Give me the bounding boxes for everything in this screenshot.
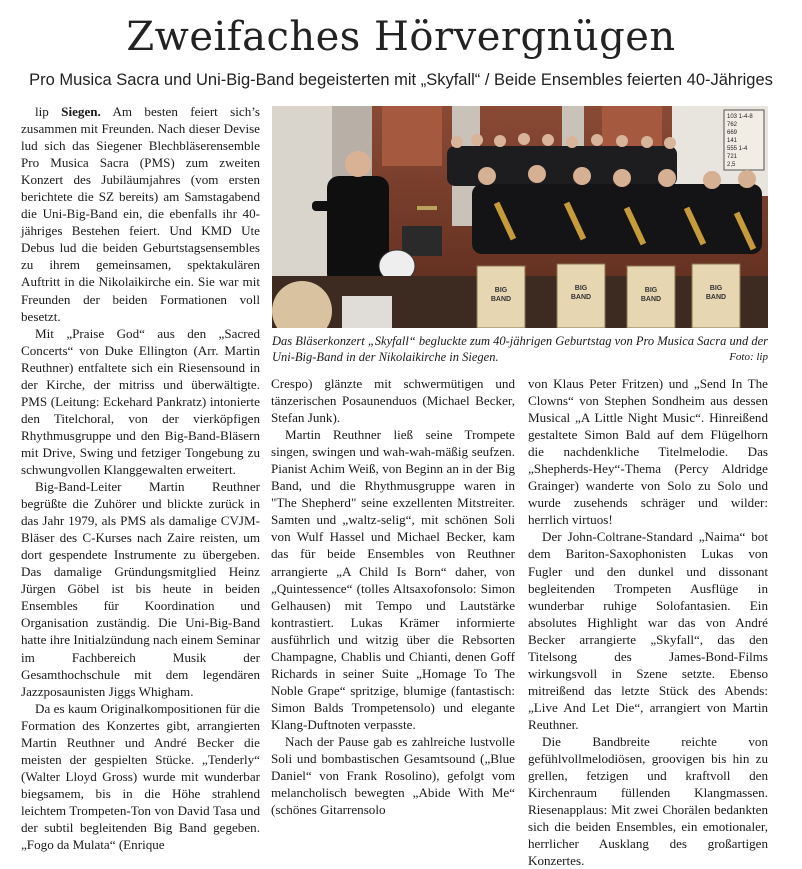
article-column-2 <box>271 375 515 818</box>
lead-paragraph <box>21 103 260 325</box>
hymn-number: 2,5 <box>727 162 736 168</box>
paragraph: Da es kaum Originalkompositionen für die Formation des Konzertes gibt, arrangierten Martin Reuthner und André Becker die meisten der gespielten Stücke. „Tenderly“ (Walter Lloyd Gross) wurde mit wunderbar biegsamem, bis in die Höhe strahlend leichtem Trompeten-Ton von David Tasa und der subtil begleitenden Big Band gegeben. „Fogo da Mulata“ (Enrique <box>21 700 260 853</box>
stand-label: BIG <box>709 285 723 292</box>
article-column-3 <box>528 375 768 869</box>
paragraph: von Klaus Peter Fritzen) und „Send In The Clowns“ von Stephen Sondheim aus dessen Musical „A Little Night Music“. Hinreißend gestaltete Simon Bald auf dem Flügelhorn die nachdenkliche Titelmelodie. Das „Shepherds-Hey“-Thema (Percy Aldridge Grainger) wanderte von Solo zu Solo und wurde zusehends schräger und wilder: herrlich virtuos! <box>528 376 768 528</box>
caption-text: Das Bläserkonzert „Skyfall“ begluckte zum 40-jährigen Geburtstag von Pro Musica Sacra und der Uni-Big-Band in der Nikolaikirche in Siegen. <box>272 334 769 364</box>
concert-photo <box>272 106 768 328</box>
hymn-number: 141 <box>727 138 738 144</box>
stand-label: BAND <box>640 296 662 303</box>
hymn-board <box>724 110 764 170</box>
stand-label: BIG <box>644 287 658 294</box>
hymn-number: 721 <box>727 154 738 160</box>
stand-label: BIG <box>494 287 508 294</box>
dateline: Siegen. <box>61 104 101 119</box>
hymn-number: 103 1-4-8 <box>727 114 753 120</box>
paragraph: Mit „Praise God“ aus den „Sacred Concerts“ von Duke Ellington (Arr. Martin Reuthner) entfaltete sich ein Riesensound in der Kirche, der mitriss und überwältigte. PMS (Leitung: Eckehard Pankratz) intonierte den Titelchoral, von der vierköpfigen Rhythmusgruppe und den Big-Band-Bläsern mit Drive, Swing und fetziger Tongebung zu schwungvollen Klanggewalten erweitert. <box>21 325 260 477</box>
stand-label: BAND <box>570 294 592 301</box>
hymn-number: 669 <box>727 130 738 136</box>
photo-credit: Foto: lip <box>729 351 768 363</box>
stand-label: BAND <box>705 294 727 301</box>
paragraph: Crespo) glänzte mit schwermütigen und tänzerischen Posaunenduos (Michael Becker, Stefan Junk). <box>271 376 515 426</box>
paragraph-text: Am besten feiert sich’s zusammen mit Freunden. Nach dieser Devise lud sich das Siegener Blechbläserensemble Pro Musica Sacra (PMS) zum zweiten Konzert des Jubiläumjahres (vom ersten berichtete die SZ bereits) am Samstagabend die Uni-Big-Band ein, die ebenfalls ihr 40-jähriges Bestehen feiert. Und KMD Ute Debus lud die beiden Geburtstagsensembles zu ihrem gemeinsamen, spektakulären Auftritt in die Nikolaikirche ein. Sie war mit Freunden der beiden Formationen voll besetzt. <box>21 104 260 324</box>
headline: Zweifaches Hörvergnügen <box>126 14 676 60</box>
hymn-number: 555 1-4 <box>727 146 748 152</box>
stand-label: BIG <box>574 285 588 292</box>
paragraph: Der John-Coltrane-Standard „Naima“ bot dem Bariton-Saxophonisten Lukas von Fugler und den dunkel und dissonant begleitenden Trompeten Ausflüge in wunderbar ruhige Solofantasien. Ein absolutes Highlight war das von André Becker arrangierte „Skyfall“, das den Titelsong des James-Bond-Films wirkungsvoll in Szene setzte. Ebenso mitreißend das letzte Stück des Abends: „Live And Let Die“, arrangiert von Martin Reuthner. <box>528 529 768 732</box>
stand-label: BAND <box>490 296 512 303</box>
author-tag: lip <box>35 104 62 119</box>
paragraph: Die Bandbreite reichte von gefühlvollmelodiösen, groovigen bis hin zu grellen, fetzigen und kraftvoll den Kirchenraum füllenden Klangmassen. Riesenapplaus: Mit zwei Chorälen bedankten sich die beiden Ensembles, ein emotionaler, herrlicher Ausklang des großartigen Konzertes. <box>528 733 768 869</box>
article-column-1 <box>21 103 260 853</box>
paragraph: Big-Band-Leiter Martin Reuthner begrüßte die Zuhörer und blickte zurück in das Jahr 1979, als PMS als damalige CVJM-Bläser des C-Kurses nach Zaire reisten, um dort gespendete Instrumente zu übergeben. Das damalige Gründungsmitglied Heinz Jürgen Göbel ist bis heute in beiden Ensembles für Koordination und Organisation zuständig. Die Uni-Big-Band hatte ihre Initialzündung nach einem Seminar im Fachbereich Musik der Gesamthochschule mit dem legendären Jazzposaunisten Jiggs Whigham. <box>21 479 260 699</box>
paragraph: Martin Reuthner ließ seine Trompete singen, swingen und wah-wah-mäßig seufzen. Pianist Achim Weiß, von Beginn an in der Big Band, und die Rhythmusgruppe waren in "The Shepherd" seine exzellenten Mitstreiter. Samten und „waltz-selig“, mit schönen Soli von Wulf Hassel und Michael Becker, kam das für beide Ensembles von Reuthner arrangierte „A Child Is Born“ daher, von „Quintessence“ (tolles Altsaxofonsolo: Simon Gelhausen) mit Tempo und Lautstärke kontrastiert. Lukas Krämer informierte ausführlich und witzig über die Rebsorten Champagne, Chablis und Chianti, denen Goff Richards in seiner Suite „Homage To The Noble Grape“ spritzige, blumige (fantastisch: Simon Balds Trompetensolo) und elegante Klang-Duftnoten verpasste. <box>271 427 515 732</box>
paragraph: Nach der Pause gab es zahlreiche lustvolle Soli und bombastischen Gesamtsound („Blue Daniel“ von Frank Rosolino), gefolgt vom melancholisch bewegten „Abide With Me“ (schönes Gitarrensolo <box>271 733 515 818</box>
subheadline: Pro Musica Sacra und Uni-Big-Band begeisterten mit „Skyfall“ / Beide Ensembles feierten 40-Jähriges <box>29 71 773 89</box>
photo-caption <box>272 333 768 365</box>
hymn-number: 762 <box>727 122 738 128</box>
